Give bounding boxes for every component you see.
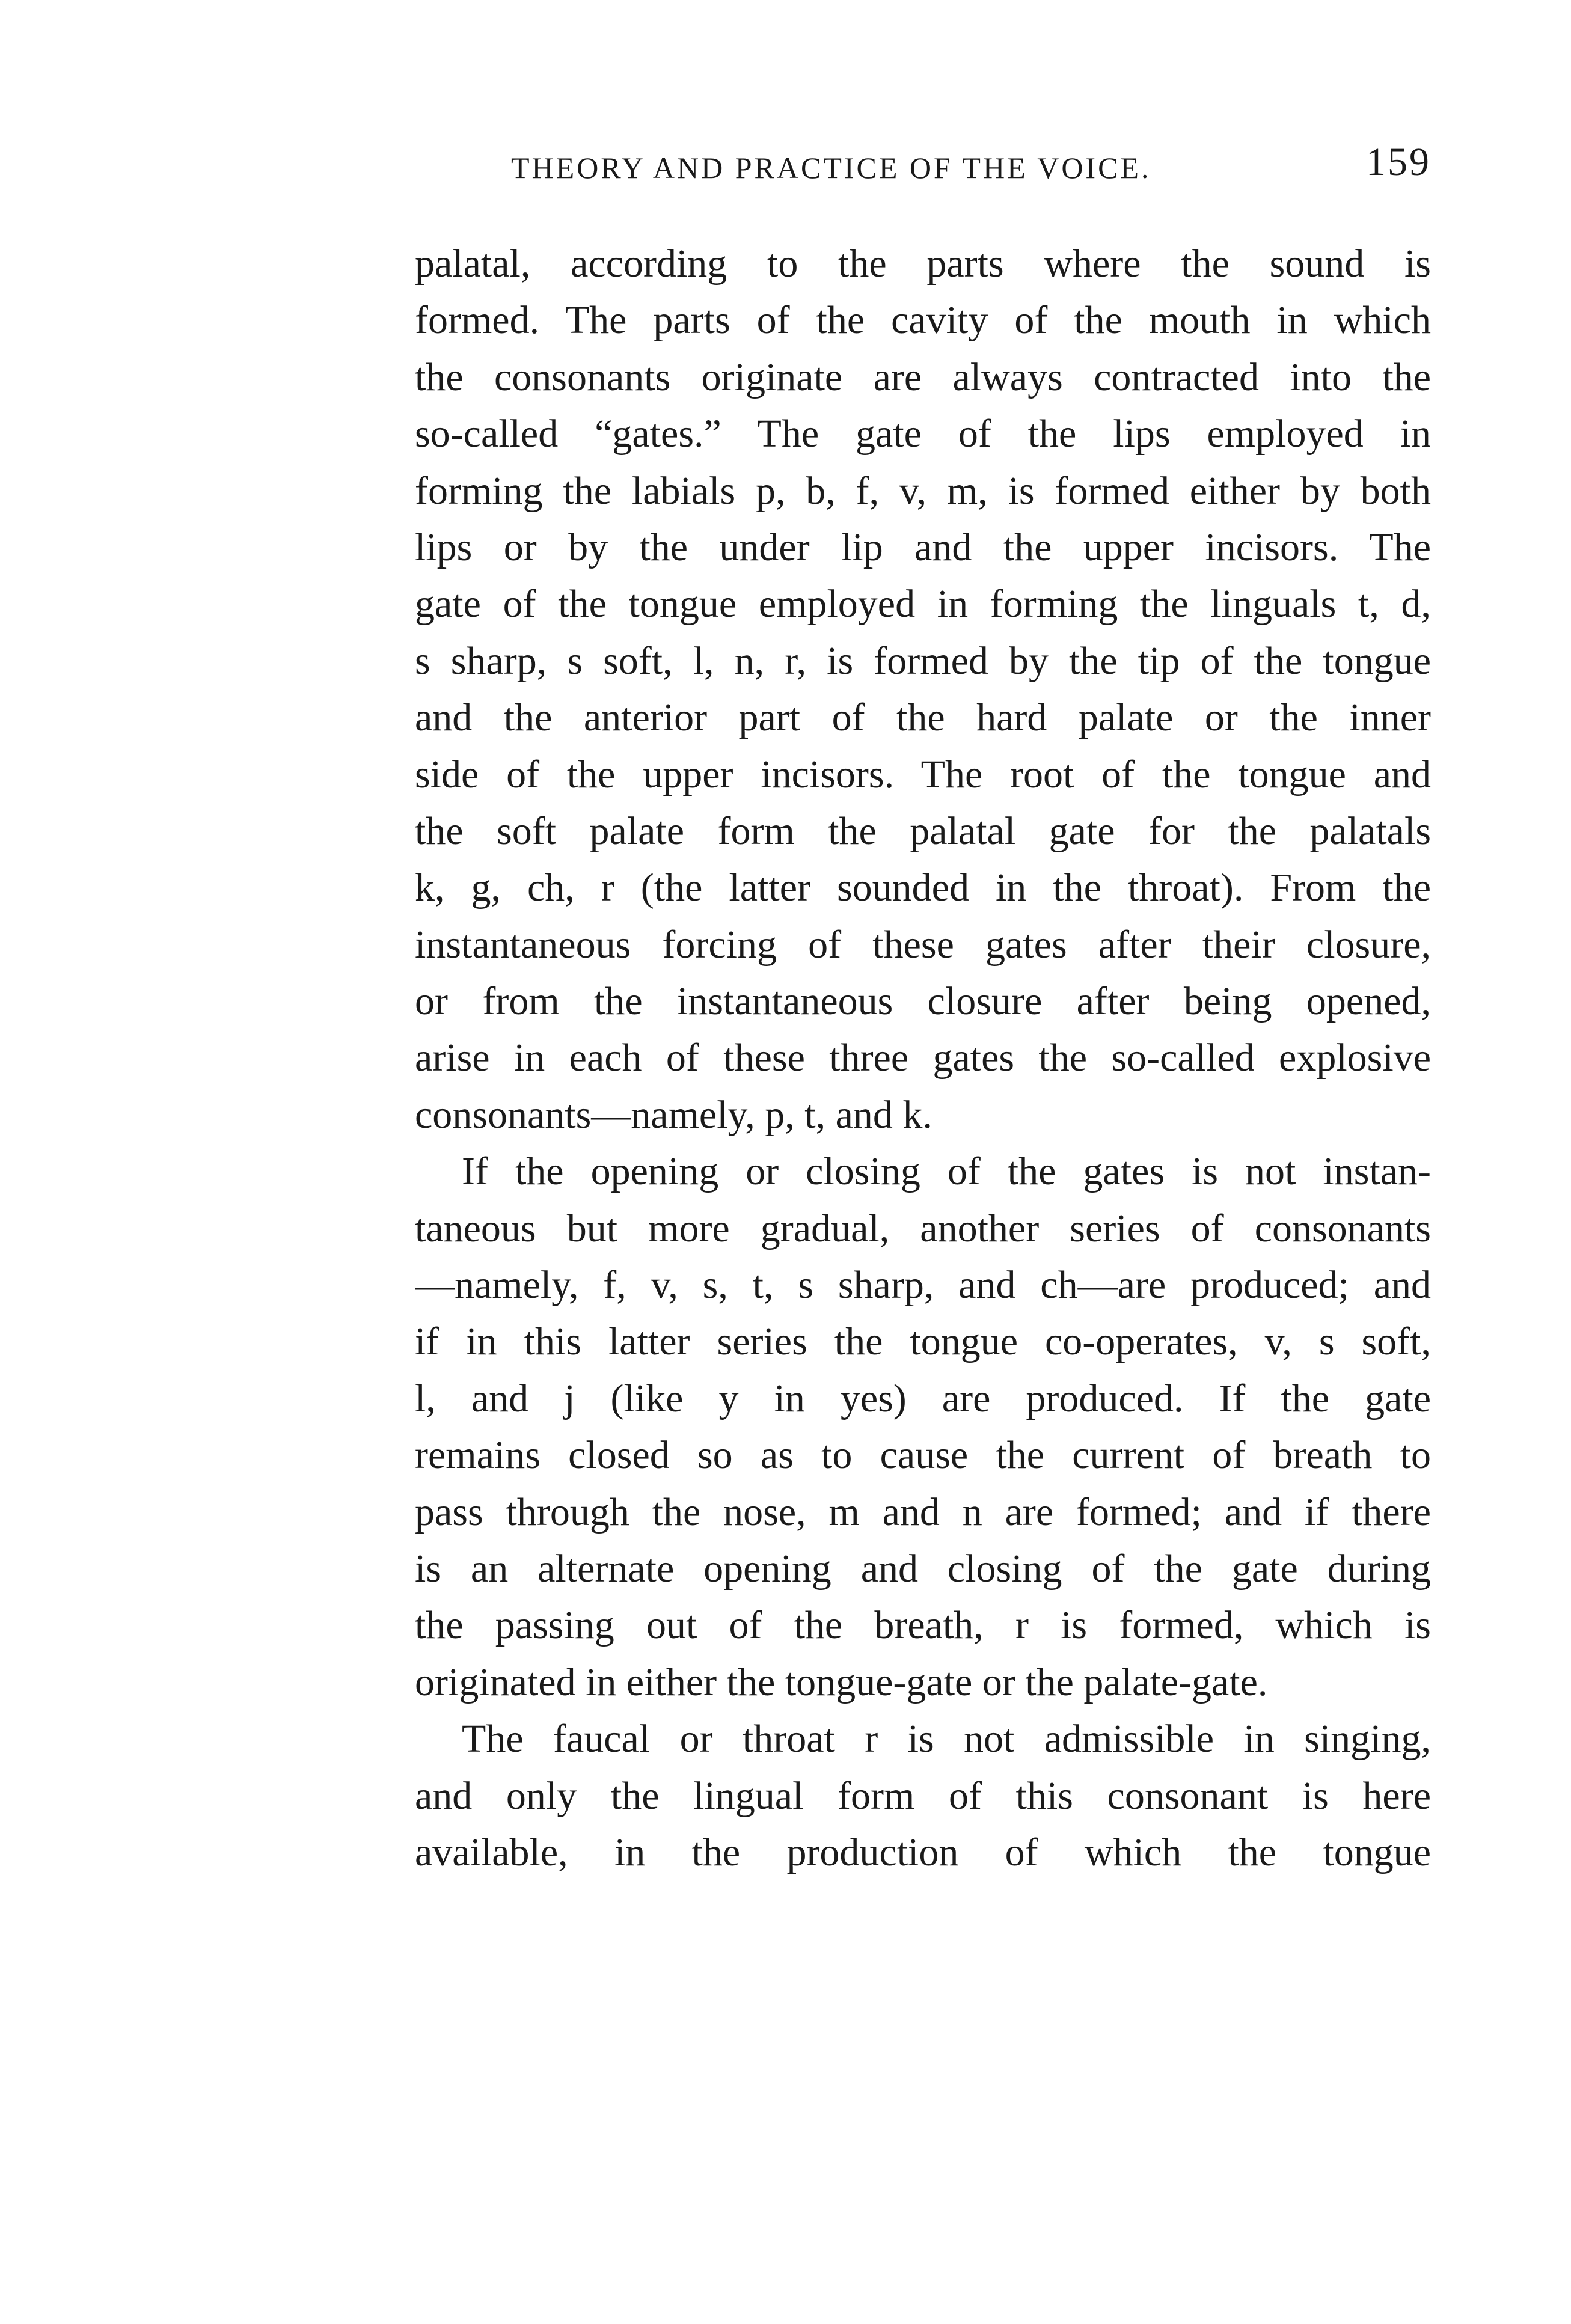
text-line: remains closed so as to cause the current of breath to: [415, 1433, 1431, 1478]
text-line: and only the lingual form of this consonant is here: [415, 1773, 1431, 1818]
text-line: originated in either the tongue-gate or the palate-gate.: [415, 1660, 1268, 1704]
text-line: and the anterior part of the hard palate or the inner: [415, 696, 1431, 740]
text-line: —namely, f, v, s, t, s sharp, and ch—are produced; and: [415, 1263, 1431, 1307]
text-line: l, and j (like y in yes) are produced. If the gate: [415, 1376, 1431, 1420]
text-line: If the opening or closing of the gates is not instan-: [462, 1149, 1431, 1194]
text-line: so-called “gates.” The gate of the lips employed in: [415, 412, 1431, 456]
body-text: [415, 236, 1431, 1881]
text-line: taneous but more gradual, another series of consonants: [415, 1206, 1431, 1250]
text-line: The faucal or throat r is not admissible in singing,: [462, 1717, 1431, 1761]
text-line: s sharp, s soft, l, n, r, is formed by the tip of the tongue: [415, 638, 1431, 683]
text-line: consonants—namely, p, t, and k.: [415, 1092, 932, 1137]
text-line: gate of the tongue employed in forming the linguals t, d,: [415, 582, 1431, 626]
text-line: is an alternate opening and closing of the gate during: [415, 1546, 1431, 1591]
text-line: k, g, ch, r (the latter sounded in the throat). From the: [415, 866, 1431, 910]
running-title: THEORY AND PRACTICE OF THE VOICE.: [511, 151, 1151, 185]
text-line: lips or by the under lip and the upper incisors. The: [415, 525, 1431, 569]
text-line: if in this latter series the tongue co-operates, v, s soft,: [415, 1319, 1431, 1364]
text-line: the soft palate form the palatal gate for the palatals: [415, 809, 1431, 853]
page-number: 159: [1366, 140, 1431, 184]
text-line: palatal, according to the parts where the sound is: [415, 242, 1431, 286]
text-line: available, in the production of which the tongue: [415, 1830, 1431, 1874]
text-line: arise in each of these three gates the so-called explosive: [415, 1036, 1431, 1080]
text-line: the passing out of the breath, r is formed, which is: [415, 1603, 1431, 1648]
text-line: the consonants originate are always contracted into the: [415, 355, 1431, 399]
text-line: pass through the nose, m and n are formed; and if there: [415, 1490, 1431, 1534]
text-line: formed. The parts of the cavity of the mouth in which: [415, 298, 1431, 343]
text-line: side of the upper incisors. The root of the tongue and: [415, 752, 1431, 797]
text-line: forming the labials p, b, f, v, m, is formed either by both: [415, 468, 1431, 513]
running-head: [415, 139, 1431, 194]
text-line: or from the instantaneous closure after being opened,: [415, 979, 1431, 1024]
text-line: instantaneous forcing of these gates after their closure,: [415, 922, 1431, 967]
